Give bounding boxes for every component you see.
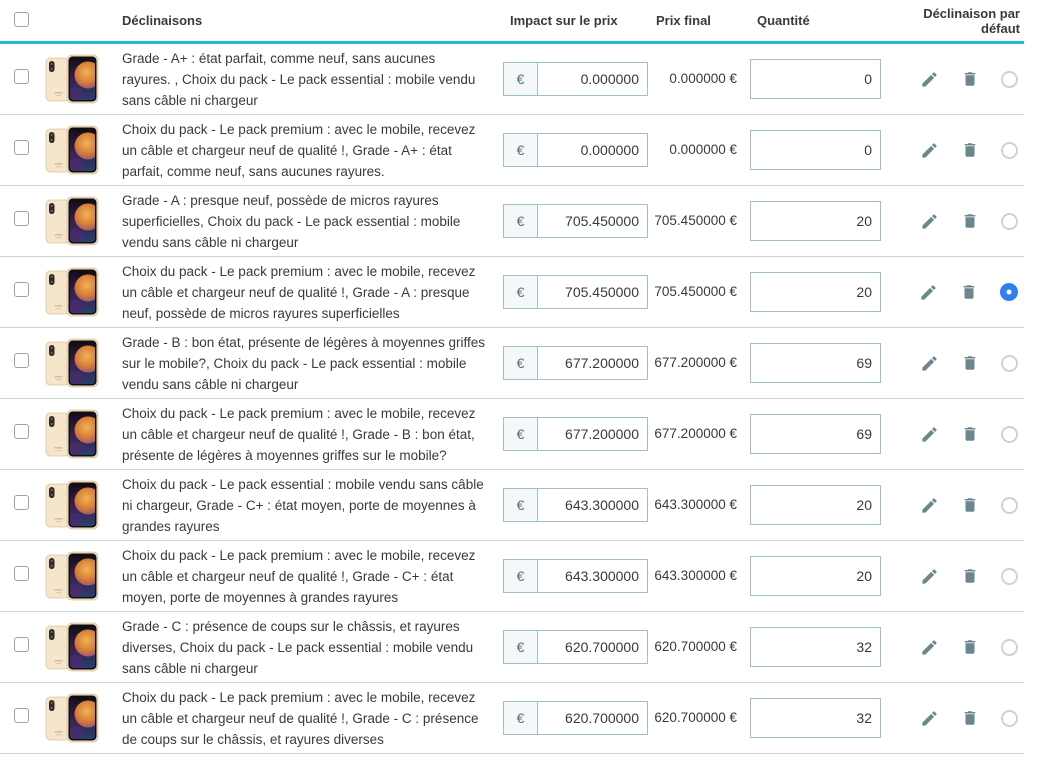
impact-price-input[interactable]: [538, 702, 647, 734]
default-radio[interactable]: [1001, 71, 1018, 88]
pencil-icon: [920, 638, 939, 657]
impact-price-input[interactable]: [538, 489, 647, 521]
quantity-cell: [737, 485, 881, 525]
pencil-icon: [919, 283, 938, 302]
edit-combination-button[interactable]: [920, 567, 939, 586]
row-actions: [881, 496, 1024, 515]
default-radio[interactable]: [1001, 710, 1018, 727]
impact-price-input[interactable]: [538, 631, 647, 663]
currency-prefix: €: [504, 347, 538, 379]
impact-price-group: [503, 701, 648, 735]
combination-description: Choix du pack - Le pack premium : avec le mobile, recevez un câble et chargeur neuf de qualité !, Grade - B : bon état, présente de légères à moyennes griffes sur le mobile?: [122, 405, 476, 463]
impact-price-group: [503, 630, 648, 664]
row-checkbox[interactable]: [14, 69, 29, 84]
currency-prefix: €: [504, 418, 538, 450]
delete-combination-button[interactable]: [960, 283, 978, 301]
trash-icon: [961, 425, 979, 443]
trash-icon: [961, 354, 979, 372]
product-image: [43, 54, 99, 104]
row-select-cell: [0, 282, 40, 302]
final-price-value: 620.700000 €: [654, 639, 737, 654]
row-image-cell: [40, 54, 122, 104]
row-image-cell: [40, 125, 122, 175]
row-actions: [881, 283, 1024, 302]
impact-price-cell: [500, 346, 648, 380]
row-select-cell: [0, 353, 40, 373]
combination-description: Choix du pack - Le pack essential : mobile vendu sans câble ni chargeur, Grade - C+ : état moyen, porte de moyennes à grandes rayures: [122, 476, 484, 534]
edit-combination-button[interactable]: [920, 496, 939, 515]
row-select-cell: [0, 708, 40, 728]
final-price-cell: [648, 212, 737, 230]
row-image-cell: [40, 338, 122, 388]
default-radio[interactable]: [1001, 568, 1018, 585]
pencil-icon: [920, 70, 939, 89]
final-price-cell: [648, 70, 737, 88]
final-price-cell: [648, 496, 737, 514]
final-price-value: 705.450000 €: [654, 213, 737, 228]
combination-row: [0, 44, 1024, 115]
quantity-cell: [737, 130, 881, 170]
impact-price-cell: [500, 417, 648, 451]
row-checkbox[interactable]: [14, 211, 29, 226]
row-select-cell: [0, 495, 40, 515]
combination-row: [0, 399, 1024, 470]
currency-prefix: €: [504, 489, 538, 521]
edit-combination-button[interactable]: [920, 709, 939, 728]
edit-combination-button[interactable]: [920, 141, 939, 160]
impact-price-cell: [500, 275, 648, 309]
edit-combination-button[interactable]: [919, 283, 938, 302]
row-select-cell: [0, 69, 40, 89]
row-select-cell: [0, 211, 40, 231]
header-impact-prix: Impact sur le prix: [510, 13, 618, 28]
quantity-cell: [737, 698, 881, 738]
product-image: [43, 125, 99, 175]
row-select-cell: [0, 140, 40, 160]
trash-icon: [961, 496, 979, 514]
product-image: [43, 622, 99, 672]
final-price-cell: [648, 709, 737, 727]
final-price-value: 0.000000 €: [669, 71, 737, 86]
row-checkbox[interactable]: [14, 637, 29, 652]
impact-price-cell: [500, 133, 648, 167]
combination-description: Grade - A+ : état parfait, comme neuf, sans aucunes rayures. , Choix du pack - Le pack essential : mobile vendu sans câble ni chargeur: [122, 50, 476, 108]
combination-description: Grade - B : bon état, présente de légères à moyennes griffes sur le mobile?, Choix du pack - Le pack essential : mobile vendu sans câble ni chargeur: [122, 334, 485, 392]
quantity-cell: [737, 627, 881, 667]
default-radio[interactable]: [1001, 497, 1018, 514]
combination-description: Choix du pack - Le pack premium : avec le mobile, recevez un câble et chargeur neuf de qualité !, Grade - A+ : état parfait, comme neuf, sans aucunes rayures.: [122, 121, 476, 179]
row-checkbox[interactable]: [14, 424, 29, 439]
currency-prefix: €: [504, 205, 538, 237]
header-declinaisons: Déclinaisons: [122, 13, 203, 28]
final-price-value: 643.300000 €: [654, 497, 737, 512]
trash-icon: [961, 709, 979, 727]
impact-price-input[interactable]: [538, 276, 647, 308]
final-price-cell: [648, 567, 737, 585]
default-radio[interactable]: [1001, 142, 1018, 159]
final-price-cell: [648, 354, 737, 372]
final-price-cell: [648, 425, 737, 443]
delete-combination-button[interactable]: [961, 354, 979, 372]
quantity-input[interactable]: [750, 201, 881, 241]
product-image: [43, 267, 99, 317]
combination-row: [0, 328, 1024, 399]
impact-price-cell: [500, 701, 648, 735]
combinations-table-body: [0, 44, 1024, 754]
default-radio[interactable]: [1001, 639, 1018, 656]
pencil-icon: [920, 354, 939, 373]
row-image-cell: [40, 267, 122, 317]
row-image-cell: [40, 693, 122, 743]
row-select-cell: [0, 566, 40, 586]
row-actions: [881, 212, 1024, 231]
combination-row: [0, 115, 1024, 186]
impact-price-cell: [500, 62, 648, 96]
quantity-cell: [737, 272, 881, 312]
row-checkbox[interactable]: [14, 140, 29, 155]
header-quantite: Quantité: [757, 13, 810, 28]
delete-combination-button[interactable]: [961, 425, 979, 443]
quantity-input[interactable]: [750, 556, 881, 596]
combination-description: Grade - A : presque neuf, possède de micros rayures superficielles, Choix du pack - Le pack essential : mobile vendu sans câble ni chargeur: [122, 192, 461, 250]
row-checkbox[interactable]: [14, 282, 29, 297]
impact-price-input[interactable]: [538, 347, 647, 379]
delete-combination-button[interactable]: [961, 212, 979, 230]
quantity-input[interactable]: [750, 627, 881, 667]
quantity-input[interactable]: [750, 698, 881, 738]
default-radio[interactable]: [1001, 355, 1018, 372]
row-select-cell: [0, 424, 40, 444]
edit-combination-button[interactable]: [920, 212, 939, 231]
impact-price-group: [503, 204, 648, 238]
impact-price-group: [503, 62, 648, 96]
row-image-cell: [40, 409, 122, 459]
default-radio[interactable]: [1001, 213, 1018, 230]
quantity-cell: [737, 59, 881, 99]
trash-icon: [961, 141, 979, 159]
combination-row: [0, 612, 1024, 683]
header-prix-final: Prix final: [656, 13, 711, 28]
row-actions: [881, 709, 1024, 728]
final-price-value: 620.700000 €: [654, 710, 737, 725]
impact-price-input[interactable]: [538, 63, 647, 95]
row-actions: [881, 425, 1024, 444]
impact-price-group: [503, 559, 648, 593]
row-checkbox[interactable]: [14, 566, 29, 581]
product-image: [43, 480, 99, 530]
edit-combination-button[interactable]: [920, 425, 939, 444]
edit-combination-button[interactable]: [920, 354, 939, 373]
pencil-icon: [920, 709, 939, 728]
quantity-cell: [737, 414, 881, 454]
row-select-cell: [0, 637, 40, 657]
quantity-cell: [737, 556, 881, 596]
impact-price-cell: [500, 559, 648, 593]
product-image: [43, 196, 99, 246]
delete-combination-button[interactable]: [961, 70, 979, 88]
final-price-cell: [648, 283, 737, 301]
quantity-input[interactable]: [750, 272, 881, 312]
header-select-all-cell: [0, 12, 40, 30]
delete-combination-button[interactable]: [961, 567, 979, 585]
product-image: [43, 693, 99, 743]
combination-description: Choix du pack - Le pack premium : avec le mobile, recevez un câble et chargeur neuf de qualité !, Grade - C : présence de coups sur le châssis, et rayures diverses: [122, 689, 479, 747]
row-actions: [881, 354, 1024, 373]
impact-price-group: [503, 133, 648, 167]
quantity-input[interactable]: [750, 130, 881, 170]
final-price-value: 643.300000 €: [654, 568, 737, 583]
impact-price-group: [503, 488, 648, 522]
pencil-icon: [920, 212, 939, 231]
pencil-icon: [920, 141, 939, 160]
final-price-value: 0.000000 €: [669, 142, 737, 157]
combination-row: [0, 541, 1024, 612]
default-radio[interactable]: [1000, 283, 1018, 301]
trash-icon: [961, 567, 979, 585]
pencil-icon: [920, 496, 939, 515]
final-price-cell: [648, 141, 737, 159]
combination-description: Grade - C : présence de coups sur le châssis, et rayures diverses, Choix du pack - Le pack essential : mobile vendu sans câble ni chargeur: [122, 618, 474, 676]
final-price-value: 677.200000 €: [654, 426, 737, 441]
trash-icon: [960, 283, 978, 301]
pencil-icon: [920, 567, 939, 586]
quantity-cell: [737, 343, 881, 383]
delete-combination-button[interactable]: [961, 709, 979, 727]
impact-price-input[interactable]: [538, 205, 647, 237]
quantity-cell: [737, 201, 881, 241]
row-checkbox[interactable]: [14, 353, 29, 368]
row-image-cell: [40, 622, 122, 672]
row-image-cell: [40, 480, 122, 530]
impact-price-cell: [500, 630, 648, 664]
row-checkbox[interactable]: [14, 708, 29, 723]
combination-row: [0, 470, 1024, 541]
impact-price-input[interactable]: [538, 134, 647, 166]
row-actions: [881, 141, 1024, 160]
impact-price-input[interactable]: [538, 560, 647, 592]
edit-combination-button[interactable]: [920, 70, 939, 89]
currency-prefix: €: [504, 134, 538, 166]
edit-combination-button[interactable]: [920, 638, 939, 657]
combination-row: [0, 186, 1024, 257]
currency-prefix: €: [504, 702, 538, 734]
row-image-cell: [40, 551, 122, 601]
combination-description: Choix du pack - Le pack premium : avec le mobile, recevez un câble et chargeur neuf de qualité !, Grade - A : presque neuf, possède de micros rayures superficielles: [122, 263, 476, 321]
row-checkbox[interactable]: [14, 495, 29, 510]
quantity-input[interactable]: [750, 343, 881, 383]
final-price-cell: [648, 638, 737, 656]
currency-prefix: €: [504, 560, 538, 592]
product-image: [43, 338, 99, 388]
trash-icon: [961, 70, 979, 88]
row-actions: [881, 70, 1024, 89]
impact-price-group: [503, 417, 648, 451]
combinations-table-header: [0, 0, 1024, 44]
impact-price-input[interactable]: [538, 418, 647, 450]
impact-price-group: [503, 275, 648, 309]
combination-description: Choix du pack - Le pack premium : avec le mobile, recevez un câble et chargeur neuf de qualité !, Grade - C+ : état moyen, porte de moyennes à grandes rayures: [122, 547, 476, 605]
default-radio[interactable]: [1001, 426, 1018, 443]
final-price-value: 705.450000 €: [654, 284, 737, 299]
quantity-input[interactable]: [750, 414, 881, 454]
pencil-icon: [920, 425, 939, 444]
select-all-checkbox[interactable]: [14, 12, 29, 27]
combination-row: [0, 257, 1024, 328]
impact-price-cell: [500, 204, 648, 238]
currency-prefix: €: [504, 63, 538, 95]
final-price-value: 677.200000 €: [654, 355, 737, 370]
delete-combination-button[interactable]: [961, 141, 979, 159]
currency-prefix: €: [504, 631, 538, 663]
header-declinaison-par-defaut: Déclinaison par défaut: [923, 5, 1020, 36]
trash-icon: [961, 212, 979, 230]
row-image-cell: [40, 196, 122, 246]
row-actions: [881, 638, 1024, 657]
row-actions: [881, 567, 1024, 586]
quantity-input[interactable]: [750, 485, 881, 525]
combination-row: [0, 683, 1024, 754]
product-image: [43, 409, 99, 459]
impact-price-cell: [500, 488, 648, 522]
product-image: [43, 551, 99, 601]
quantity-input[interactable]: [750, 59, 881, 99]
impact-price-group: [503, 346, 648, 380]
trash-icon: [961, 638, 979, 656]
delete-combination-button[interactable]: [961, 496, 979, 514]
delete-combination-button[interactable]: [961, 638, 979, 656]
currency-prefix: €: [504, 276, 538, 308]
